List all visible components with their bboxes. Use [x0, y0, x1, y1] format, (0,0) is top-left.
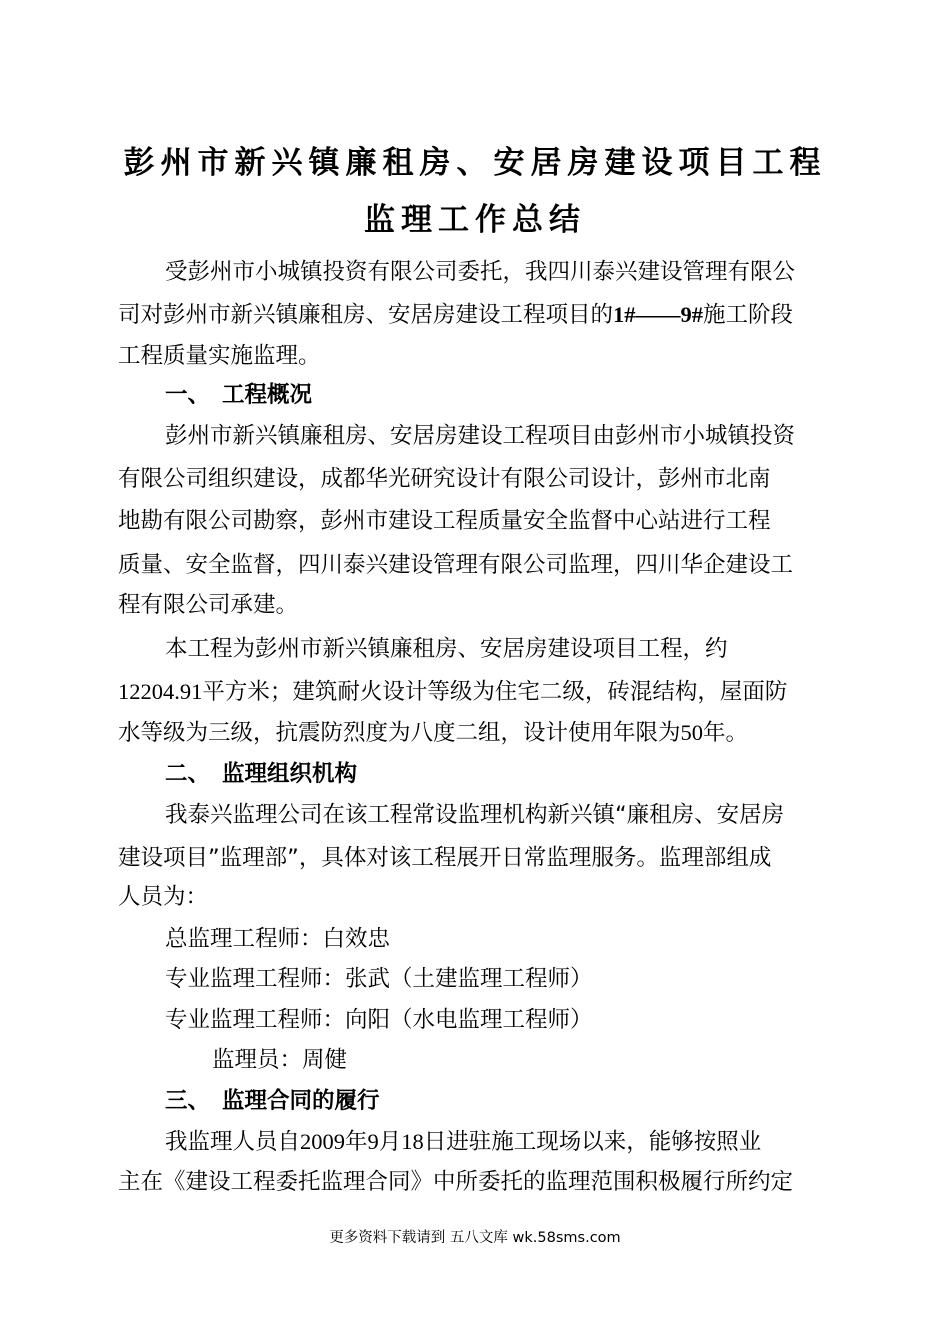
section-3-number: 三、: [165, 1088, 211, 1114]
section-1-p2-line-1: 本工程为彭州市新兴镇廉租房、安居房建设项目工程，约: [165, 636, 728, 662]
floor-area-value: 12204.91: [118, 679, 203, 704]
section-1-title: 工程概况: [222, 382, 313, 408]
section-2-heading: [165, 759, 357, 789]
intro-line-2-range: 1#——9#: [613, 302, 704, 327]
start-month: 9: [367, 1129, 379, 1154]
staff-chief-engineer: 总监理工程师：白效忠: [165, 926, 391, 952]
section-3-line-2: 主在《建设工程委托监理合同》中所委托的监理范围积极履行所约定: [118, 1169, 794, 1195]
section-1-p2-line-2: [118, 677, 787, 707]
document-title-line-1: 彭州市新兴镇廉租房、安居房建设项目工程: [123, 145, 827, 181]
staff-supervisor: 监理员：周健: [212, 1047, 348, 1073]
year-unit: 年: [345, 1129, 368, 1155]
service-life-value: 50: [680, 720, 704, 745]
section-2-title: 监理组织机构: [222, 761, 358, 787]
section-1-p1-line-4: 质量、安全监督，四川泰兴建设管理有限公司监理，四川华企建设工: [118, 552, 794, 578]
section-1-p1-line-3: 地勘有限公司勘察，彭州市建设工程质量安全监督中心站进行工程: [118, 508, 771, 534]
intro-line-1: 受彭州市小城镇投资有限公司委托，我四川泰兴建设管理有限公: [165, 259, 796, 285]
staff-civil-engineer: 专业监理工程师：张武（土建监理工程师）: [165, 966, 593, 992]
section-3-title: 监理合同的履行: [222, 1088, 380, 1114]
section-1-p1-line-1: 彭州市新兴镇廉租房、安居房建设工程项目由彭州市小城镇投资: [165, 423, 796, 449]
section-1-heading: [165, 380, 312, 410]
section-2-p1-line-3: 人员为：: [118, 884, 209, 910]
section-3-line-1-text-a: 我监理人员自: [165, 1129, 301, 1155]
footer-download-note: 更多资料下载请到 五八文库 wk.58sms.com: [329, 1230, 621, 1246]
section-3-line-1-text-e: 日进驻施工现场以来，能够按照业: [423, 1129, 762, 1155]
intro-line-2-text-a: 司对彭州市新兴镇廉租房、安居房建设工程项目的: [118, 302, 614, 328]
intro-line-3: 工程质量实施监理。: [118, 343, 321, 369]
section-1-p1-line-2: 有限公司组织建设，成都华光研究设计有限公司设计，彭州市北南: [118, 466, 771, 492]
section-2-p1-line-2: 建设项目”监理部”，具体对该工程展开日常监理服务。监理部组成: [118, 845, 772, 871]
start-year: 2009: [300, 1129, 346, 1154]
intro-line-2-text-c: 施工阶段: [703, 302, 794, 328]
section-2-number: 二、: [165, 761, 211, 787]
section-3-heading: [165, 1086, 380, 1116]
section-1-p2-line-3-text-a: 水等级为三级，抗震防烈度为八度二组，设计使用年限为: [118, 720, 681, 746]
month-unit: 月: [378, 1129, 402, 1155]
section-2-p1-line-1: 我泰兴监理公司在该工程常设监理机构新兴镇“廉租房、安居房: [165, 802, 785, 828]
section-1-p2-line-3-text-b: 年。: [703, 720, 749, 746]
intro-line-2: [118, 300, 793, 330]
section-1-p1-line-5: 程有限公司承建。: [118, 592, 299, 618]
section-1-p2-line-2-text: 平方米；建筑耐火设计等级为住宅二级，砖混结构，屋面防: [202, 679, 788, 705]
section-3-line-1: [165, 1127, 761, 1157]
document-title-line-2: 监理工作总结: [364, 202, 586, 238]
start-day: 18: [401, 1129, 424, 1154]
section-1-p2-line-3: [118, 718, 748, 748]
staff-mep-engineer: 专业监理工程师：向阳（水电监理工程师）: [165, 1007, 593, 1033]
section-1-number: 一、: [165, 382, 211, 408]
